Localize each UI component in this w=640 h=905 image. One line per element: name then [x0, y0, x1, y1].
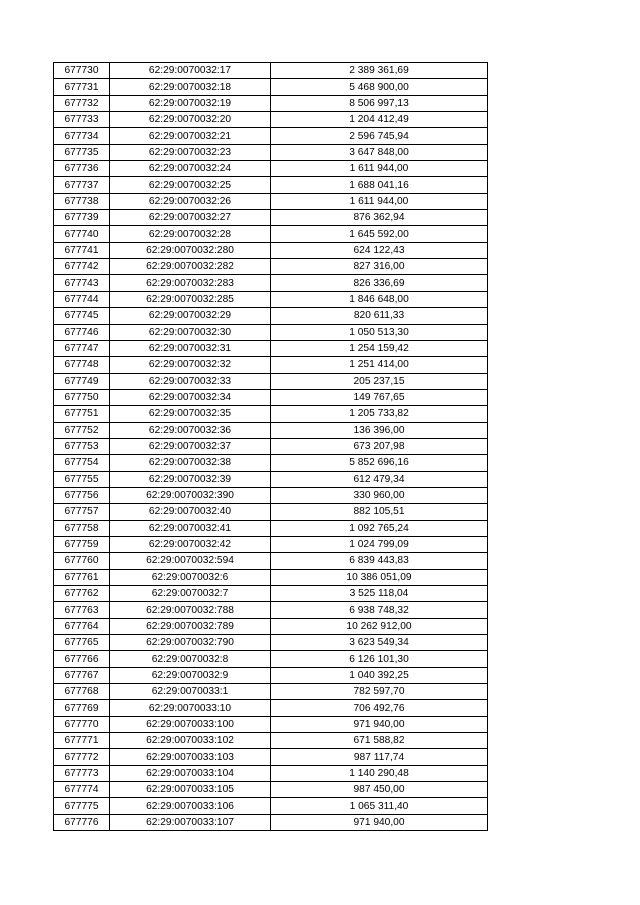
row-number-cell: 677758	[54, 520, 110, 536]
row-number-cell: 677736	[54, 161, 110, 177]
row-number-cell: 677756	[54, 487, 110, 503]
table-body	[54, 63, 488, 831]
cadastral-number-cell: 62:29:0070032:7	[110, 586, 271, 602]
cadastral-number-cell: 62:29:0070032:17	[110, 63, 271, 79]
row-number-cell: 677732	[54, 95, 110, 111]
row-number-cell: 677769	[54, 700, 110, 716]
row-number-cell: 677733	[54, 112, 110, 128]
table-row	[54, 455, 488, 471]
cadastral-value-cell: 1 140 290,48	[271, 765, 488, 781]
cadastral-value-cell: 5 468 900,00	[271, 79, 488, 95]
row-number-cell: 677746	[54, 324, 110, 340]
table-row	[54, 422, 488, 438]
cadastral-value-cell: 1 065 311,40	[271, 798, 488, 814]
cadastral-value-cell: 671 588,82	[271, 733, 488, 749]
row-number-cell: 677740	[54, 226, 110, 242]
cadastral-number-cell: 62:29:0070032:38	[110, 455, 271, 471]
cadastral-number-cell: 62:29:0070032:26	[110, 193, 271, 209]
table-row	[54, 291, 488, 307]
cadastral-number-cell: 62:29:0070032:35	[110, 406, 271, 422]
table-row	[54, 308, 488, 324]
cadastral-value-cell: 706 492,76	[271, 700, 488, 716]
cadastral-number-cell: 62:29:0070032:18	[110, 79, 271, 95]
table-row	[54, 782, 488, 798]
cadastral-value-cell: 820 611,33	[271, 308, 488, 324]
cadastral-value-cell: 3 623 549,34	[271, 635, 488, 651]
cadastral-number-cell: 62:29:0070032:8	[110, 651, 271, 667]
table-row	[54, 733, 488, 749]
row-number-cell: 677745	[54, 308, 110, 324]
table-row	[54, 79, 488, 95]
row-number-cell: 677752	[54, 422, 110, 438]
cadastral-value-cell: 5 852 696,16	[271, 455, 488, 471]
cadastral-number-cell: 62:29:0070032:36	[110, 422, 271, 438]
cadastral-number-cell: 62:29:0070032:25	[110, 177, 271, 193]
cadastral-number-cell: 62:29:0070032:30	[110, 324, 271, 340]
cadastral-value-cell: 10 386 051,09	[271, 569, 488, 585]
row-number-cell: 677759	[54, 536, 110, 552]
cadastral-number-cell: 62:29:0070033:102	[110, 733, 271, 749]
cadastral-value-cell: 1 040 392,25	[271, 667, 488, 683]
row-number-cell: 677748	[54, 357, 110, 373]
table-row	[54, 765, 488, 781]
table-row	[54, 226, 488, 242]
cadastral-value-cell: 612 479,34	[271, 471, 488, 487]
row-number-cell: 677749	[54, 373, 110, 389]
table-row	[54, 193, 488, 209]
cadastral-number-cell: 62:29:0070032:27	[110, 210, 271, 226]
table-row	[54, 487, 488, 503]
cadastral-number-cell: 62:29:0070033:105	[110, 782, 271, 798]
cadastral-number-cell: 62:29:0070032:23	[110, 144, 271, 160]
row-number-cell: 677755	[54, 471, 110, 487]
cadastral-number-cell: 62:29:0070032:390	[110, 487, 271, 503]
table-row	[54, 259, 488, 275]
cadastral-number-cell: 62:29:0070032:32	[110, 357, 271, 373]
table-row	[54, 602, 488, 618]
cadastral-value-cell: 987 450,00	[271, 782, 488, 798]
row-number-cell: 677762	[54, 586, 110, 602]
cadastral-value-cell: 1 092 765,24	[271, 520, 488, 536]
table-row	[54, 749, 488, 765]
table-row	[54, 210, 488, 226]
cadastral-value-table	[53, 62, 488, 831]
cadastral-value-cell: 330 960,00	[271, 487, 488, 503]
cadastral-number-cell: 62:29:0070033:10	[110, 700, 271, 716]
row-number-cell: 677764	[54, 618, 110, 634]
row-number-cell: 677742	[54, 259, 110, 275]
row-number-cell: 677734	[54, 128, 110, 144]
cadastral-value-cell: 971 940,00	[271, 814, 488, 830]
row-number-cell: 677763	[54, 602, 110, 618]
table-row	[54, 95, 488, 111]
row-number-cell: 677743	[54, 275, 110, 291]
table-row	[54, 161, 488, 177]
cadastral-value-cell: 6 126 101,30	[271, 651, 488, 667]
table-row	[54, 63, 488, 79]
table-row	[54, 667, 488, 683]
row-number-cell: 677730	[54, 63, 110, 79]
table-row	[54, 112, 488, 128]
cadastral-number-cell: 62:29:0070033:106	[110, 798, 271, 814]
table-row	[54, 618, 488, 634]
table-row	[54, 798, 488, 814]
row-number-cell: 677744	[54, 291, 110, 307]
row-number-cell: 677761	[54, 569, 110, 585]
cadastral-value-cell: 1 846 648,00	[271, 291, 488, 307]
cadastral-value-cell: 1 611 944,00	[271, 193, 488, 209]
row-number-cell: 677751	[54, 406, 110, 422]
cadastral-number-cell: 62:29:0070033:107	[110, 814, 271, 830]
row-number-cell: 677776	[54, 814, 110, 830]
row-number-cell: 677731	[54, 79, 110, 95]
cadastral-number-cell: 62:29:0070032:40	[110, 504, 271, 520]
row-number-cell: 677738	[54, 193, 110, 209]
row-number-cell: 677774	[54, 782, 110, 798]
row-number-cell: 677766	[54, 651, 110, 667]
cadastral-value-cell: 6 938 748,32	[271, 602, 488, 618]
cadastral-number-cell: 62:29:0070032:788	[110, 602, 271, 618]
cadastral-value-cell: 1 205 733,82	[271, 406, 488, 422]
table-row	[54, 716, 488, 732]
cadastral-value-cell: 136 396,00	[271, 422, 488, 438]
cadastral-number-cell: 62:29:0070032:594	[110, 553, 271, 569]
row-number-cell: 677757	[54, 504, 110, 520]
row-number-cell: 677765	[54, 635, 110, 651]
cadastral-value-cell: 1 050 513,30	[271, 324, 488, 340]
table-row	[54, 586, 488, 602]
row-number-cell: 677771	[54, 733, 110, 749]
row-number-cell: 677747	[54, 340, 110, 356]
cadastral-number-cell: 62:29:0070032:19	[110, 95, 271, 111]
table-row	[54, 684, 488, 700]
cadastral-value-cell: 882 105,51	[271, 504, 488, 520]
cadastral-value-cell: 987 117,74	[271, 749, 488, 765]
cadastral-number-cell: 62:29:0070032:20	[110, 112, 271, 128]
cadastral-value-cell: 6 839 443,83	[271, 553, 488, 569]
cadastral-number-cell: 62:29:0070032:285	[110, 291, 271, 307]
cadastral-number-cell: 62:29:0070032:283	[110, 275, 271, 291]
table-row	[54, 177, 488, 193]
cadastral-value-cell: 1 611 944,00	[271, 161, 488, 177]
cadastral-value-cell: 1 251 414,00	[271, 357, 488, 373]
cadastral-value-cell: 1 254 159,42	[271, 340, 488, 356]
cadastral-number-cell: 62:29:0070032:29	[110, 308, 271, 324]
cadastral-value-cell: 1 024 799,09	[271, 536, 488, 552]
row-number-cell: 677750	[54, 389, 110, 405]
table-row	[54, 406, 488, 422]
row-number-cell: 677775	[54, 798, 110, 814]
row-number-cell: 677735	[54, 144, 110, 160]
cadastral-number-cell: 62:29:0070032:24	[110, 161, 271, 177]
cadastral-number-cell: 62:29:0070032:790	[110, 635, 271, 651]
cadastral-value-cell: 826 336,69	[271, 275, 488, 291]
cadastral-value-cell: 827 316,00	[271, 259, 488, 275]
cadastral-value-cell: 1 204 412,49	[271, 112, 488, 128]
cadastral-number-cell: 62:29:0070033:103	[110, 749, 271, 765]
cadastral-value-cell: 971 940,00	[271, 716, 488, 732]
cadastral-number-cell: 62:29:0070032:6	[110, 569, 271, 585]
cadastral-number-cell: 62:29:0070032:282	[110, 259, 271, 275]
row-number-cell: 677737	[54, 177, 110, 193]
table-row	[54, 635, 488, 651]
cadastral-value-cell: 1 688 041,16	[271, 177, 488, 193]
row-number-cell: 677770	[54, 716, 110, 732]
table-row	[54, 536, 488, 552]
cadastral-number-cell: 62:29:0070032:33	[110, 373, 271, 389]
cadastral-number-cell: 62:29:0070032:280	[110, 242, 271, 258]
cadastral-value-cell: 2 389 361,69	[271, 63, 488, 79]
table-row	[54, 128, 488, 144]
cadastral-number-cell: 62:29:0070032:37	[110, 438, 271, 454]
table-row	[54, 569, 488, 585]
cadastral-number-cell: 62:29:0070032:39	[110, 471, 271, 487]
cadastral-number-cell: 62:29:0070032:42	[110, 536, 271, 552]
table-row	[54, 651, 488, 667]
table-row	[54, 340, 488, 356]
row-number-cell: 677754	[54, 455, 110, 471]
table-row	[54, 389, 488, 405]
table-row	[54, 357, 488, 373]
cadastral-number-cell: 62:29:0070032:31	[110, 340, 271, 356]
table-row	[54, 504, 488, 520]
table-row	[54, 471, 488, 487]
table-row	[54, 275, 488, 291]
cadastral-number-cell: 62:29:0070032:21	[110, 128, 271, 144]
table-row	[54, 814, 488, 830]
row-number-cell: 677772	[54, 749, 110, 765]
cadastral-value-cell: 1 645 592,00	[271, 226, 488, 242]
cadastral-number-cell: 62:29:0070032:9	[110, 667, 271, 683]
row-number-cell: 677768	[54, 684, 110, 700]
cadastral-value-cell: 3 647 848,00	[271, 144, 488, 160]
cadastral-value-cell: 3 525 118,04	[271, 586, 488, 602]
cadastral-number-cell: 62:29:0070032:789	[110, 618, 271, 634]
cadastral-value-cell: 149 767,65	[271, 389, 488, 405]
cadastral-number-cell: 62:29:0070032:41	[110, 520, 271, 536]
cadastral-number-cell: 62:29:0070032:34	[110, 389, 271, 405]
row-number-cell: 677767	[54, 667, 110, 683]
table-row	[54, 520, 488, 536]
row-number-cell: 677760	[54, 553, 110, 569]
table-row	[54, 438, 488, 454]
cadastral-value-cell: 8 506 997,13	[271, 95, 488, 111]
table-row	[54, 324, 488, 340]
table-row	[54, 553, 488, 569]
cadastral-value-cell: 2 596 745,94	[271, 128, 488, 144]
table-row	[54, 144, 488, 160]
table-row	[54, 700, 488, 716]
row-number-cell: 677739	[54, 210, 110, 226]
cadastral-value-cell: 10 262 912,00	[271, 618, 488, 634]
row-number-cell: 677773	[54, 765, 110, 781]
cadastral-value-cell: 876 362,94	[271, 210, 488, 226]
cadastral-number-cell: 62:29:0070032:28	[110, 226, 271, 242]
cadastral-value-cell: 782 597,70	[271, 684, 488, 700]
cadastral-value-cell: 624 122,43	[271, 242, 488, 258]
cadastral-value-cell: 673 207,98	[271, 438, 488, 454]
cadastral-value-cell: 205 237,15	[271, 373, 488, 389]
table-row	[54, 242, 488, 258]
cadastral-number-cell: 62:29:0070033:1	[110, 684, 271, 700]
cadastral-number-cell: 62:29:0070033:100	[110, 716, 271, 732]
row-number-cell: 677741	[54, 242, 110, 258]
table-row	[54, 373, 488, 389]
cadastral-number-cell: 62:29:0070033:104	[110, 765, 271, 781]
row-number-cell: 677753	[54, 438, 110, 454]
